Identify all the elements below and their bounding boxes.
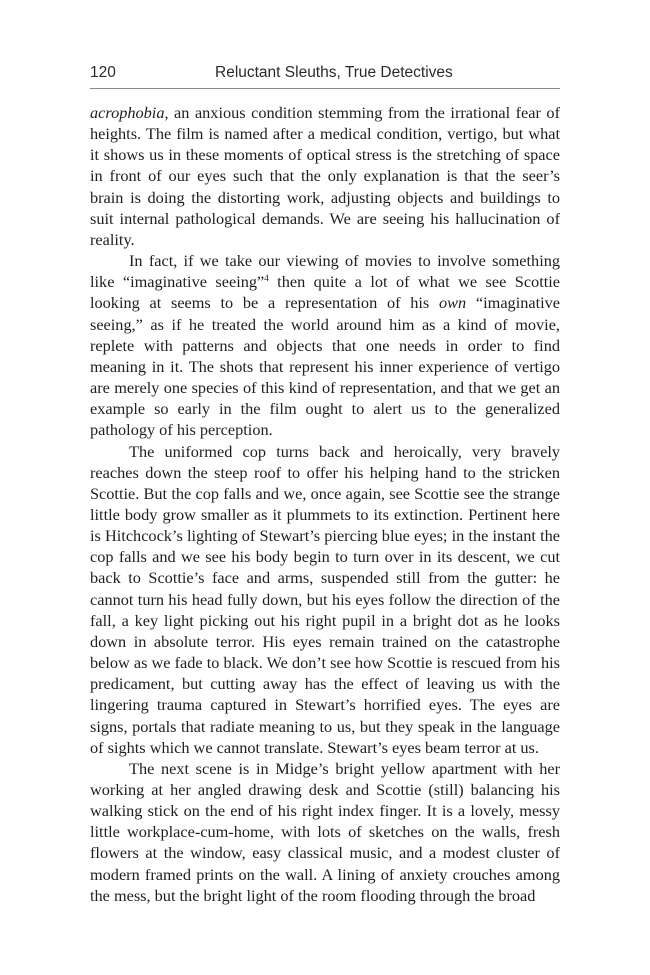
paragraph-2-text-a: In fact, if we take our viewing of movies to involve something like “imaginative seeing” xyxy=(90,251,560,292)
page-number: 120 xyxy=(90,64,116,81)
paragraph-3: The uniformed cop turns back and heroically, very bravely reaches down the steep roof to offer his helping hand to the stricken Scottie. But the cop falls and we, once again, see Scottie see the strange little body grow smaller as it plummets to its extinction. Pertinent here is Hitchcock’s lighting of Stewart’s piercing blue eyes; in the instant the cop falls and we see his body begin to turn over in its descent, we cut back to Scottie’s face and arms, suspended still from the gutter: he cannot turn his head fully down, but his eyes follow the direction of the fall, a key light picking out his right pupil in a bright dot as he looks down in absolute terror. His eyes remain trained on the catastrophe below as we fade to black. We don’t see how Scottie is rescued from his predicament, but cutting away has the effect of leaving us with the lingering trauma captured in Stewart’s horrified eyes. The eyes are signs, portals that radiate meaning to us, but they speak in the language of sights which we cannot translate. Stewart’s eyes beam terror at us. xyxy=(90,441,560,757)
body-text xyxy=(90,102,560,906)
italic-emphasis: own xyxy=(439,293,467,313)
paragraph-2 xyxy=(90,250,560,440)
paragraph-2-text-b: then quite a lot of what we see Scottie looking at seems to be a representation of his xyxy=(90,272,560,313)
paragraph-1-text: , an anxious condition stemming from the irrational fear of heights. The film is named after a medical condition, vertigo, but what it shows us in these moments of optical stress is the stretching of space in front of our eyes such that the only explanation is that the seer’s brain is doing the distorting work, adjusting objects and buildings to suit internal pathological demands. We are seeing his hallucination of reality. xyxy=(90,103,560,249)
running-title: Reluctant Sleuths, True Detectives xyxy=(215,64,453,81)
paragraph-2-text-c: “imaginative seeing,” as if he treated the world around him as a kind of movie, replete with patterns and objects that one needs in order to find meaning in it. The shots that represent his inner experience of vertigo are merely one species of this kind of representation, and that we get an example so early in the film ought to alert us to the generalized pathology of his perception. xyxy=(90,293,560,440)
footnote-marker: 4 xyxy=(264,273,269,284)
paragraph-1 xyxy=(90,102,560,250)
paragraph-4: The next scene is in Midge’s bright yellow apartment with her working at her angled drawing desk and Scottie (still) balancing his walking stick on the end of his right index finger. It is a lovely, messy little workplace-cum-home, with lots of sketches on the walls, fresh flowers at the window, easy classical music, and a modest cluster of modern framed prints on the wall. A lining of anxiety crouches among the mess, but the bright light of the room flooding through the broad xyxy=(90,758,560,905)
running-head xyxy=(90,62,560,89)
italic-term: acrophobia xyxy=(90,103,165,122)
